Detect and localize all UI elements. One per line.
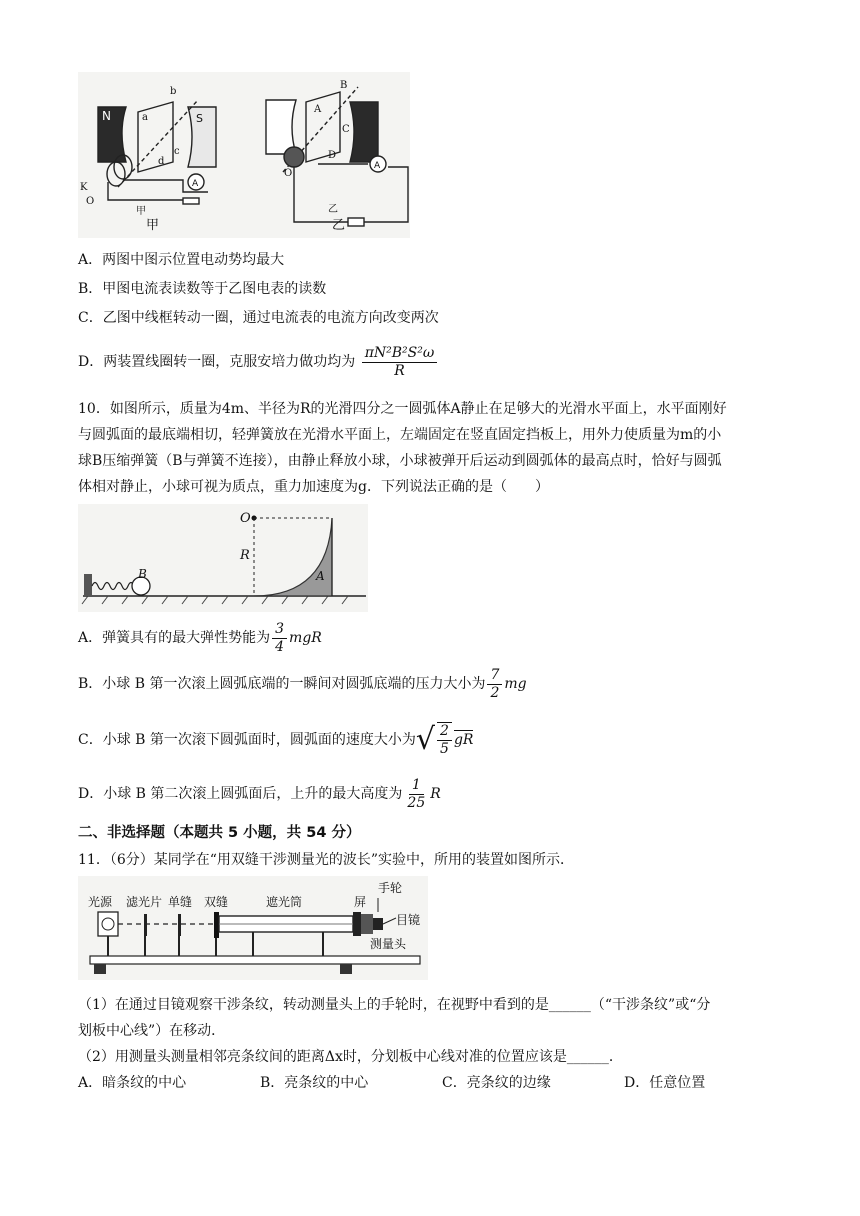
q10-option-a-denominator: 4 (275, 638, 285, 655)
sqrt-sign: √ (415, 722, 436, 757)
double-slit-diagram (78, 876, 428, 980)
q11-stem: 11．（6分）某同学在“用双缝干涉测量光的波长”实验中，所用的装置如图所示． (78, 852, 575, 868)
svg-text:N: N (102, 109, 111, 123)
svg-text:B: B (340, 80, 348, 91)
label-filter: 滤光片 (126, 895, 163, 909)
q9-option-d-numerator: πN²B²S²ω (362, 345, 438, 363)
label-tube: 遮光筒 (266, 895, 303, 909)
generator-jia (80, 86, 216, 217)
q10-stem-line3: 球B压缩弹簧（B与弹簧不连接），由静止释放小球，小球被弹开后运动到圆弧体的最高点时，恰好与圆弧 (78, 453, 722, 469)
q9-option-d-fraction (362, 345, 438, 380)
q10-option-a-tail: mgR (289, 630, 322, 646)
double-slit-figure (78, 876, 428, 980)
q10-stem-line4: 体相对静止，小球可视为质点，重力加速度为g．下列说法正确的是（ ） (78, 479, 549, 495)
q11-sub1-line1: （1）在通过目镜观察干涉条纹，转动测量头上的手轮时，在视野中看到的是______（“干涉条纹”或“分 (78, 997, 711, 1013)
q10-option-d-denominator: 25 (407, 794, 426, 811)
q9-option-c: C．乙图中线框转动一圈，通过电流表的电流方向改变两次 (78, 310, 439, 326)
q10-option-c-denominator: 5 (440, 741, 449, 757)
q10-option-a-numerator: 3 (272, 621, 287, 639)
q10-stem (78, 396, 778, 500)
q10-option-c-text: C．小球 B 第一次滚下圆弧面时，圆弧面的速度大小为 (78, 732, 416, 748)
section-2-heading: 二、非选择题（本题共 5 小题，共 54 分） (78, 825, 361, 841)
generator-yi (266, 80, 408, 226)
svg-text:c: c (174, 146, 180, 157)
q10-option-b-text: B．小球 B 第一次滚上圆弧底端的一瞬间对圆弧底端的压力大小为 (78, 676, 486, 692)
label-eyepiece: 目镜 (396, 913, 421, 927)
generator-diagram (78, 72, 410, 238)
label-light-source: 光源 (88, 895, 113, 909)
q10-option-b-tail: mg (504, 676, 527, 692)
q10-stem-line2: 与圆弧面的最底端相切，轻弹簧放在光滑水平面上，左端固定在竖直固定挡板上，用外力使质量为m的小 (78, 427, 722, 443)
svg-text:甲: 甲 (136, 206, 146, 217)
arc-figure-label-o: O (240, 511, 251, 526)
arc-figure-label-b: B (138, 567, 147, 581)
svg-text:O: O (284, 168, 293, 179)
arc-figure-label-r: R (240, 548, 250, 563)
arc-figure-label-a: A (316, 569, 325, 583)
svg-text:A: A (314, 104, 322, 115)
q10-option-c-numerator: 2 (437, 723, 452, 741)
q10-option-b-fraction (487, 667, 502, 702)
svg-text:D: D (328, 150, 337, 161)
svg-text:A: A (192, 179, 199, 189)
q11-sub1-line2: 划板中心线”）在移动． (78, 1023, 226, 1039)
q9-option-b: B．甲图电流表读数等于乙图电表的读数 (78, 281, 327, 297)
svg-text:A: A (374, 161, 381, 171)
q9-option-d-denominator: R (394, 362, 405, 379)
arc-body-figure (78, 504, 368, 612)
figure-label-yi: 乙 (332, 218, 346, 233)
label-single-slit: 单缝 (168, 895, 193, 909)
q10-stem-line1: 10．如图所示，质量为4m、半径为R的光滑四分之一圆弧体A静止在足够大的光滑水平面上，水平面刚好 (78, 401, 727, 417)
label-screen: 屏 (354, 895, 367, 909)
q9-option-d (78, 342, 439, 382)
q11-option-d: D．任意位置 (624, 1075, 706, 1091)
q10-option-b-numerator: 7 (487, 667, 502, 685)
q10-option-b (78, 664, 527, 704)
q10-option-a (78, 618, 322, 658)
q10-option-a-fraction (272, 621, 287, 656)
q11-sub2: （2）用测量头测量相邻亮条纹间的距离Δx时，分划板中心线对准的位置应该是______． (78, 1049, 623, 1065)
figure-label-jia: 甲 (146, 218, 160, 233)
generator-figure (78, 72, 410, 238)
svg-text:b: b (170, 86, 177, 97)
q10-option-d (78, 774, 441, 814)
svg-text:S: S (196, 112, 203, 125)
q9-option-d-text: D．两装置线圈转一圈，克服安培力做功均为 (78, 354, 356, 370)
q11-option-a: A．暗条纹的中心 (78, 1075, 187, 1091)
q10-option-c (78, 718, 473, 762)
q10-option-c-tail: gR (453, 732, 474, 748)
q11-option-b: B．亮条纹的中心 (260, 1075, 369, 1091)
q10-option-d-text: D．小球 B 第二次滚上圆弧面后，上升的最大高度为 (78, 786, 403, 802)
svg-text:a: a (142, 112, 148, 123)
label-measuring-head: 测量头 (370, 937, 407, 951)
svg-text:O: O (86, 196, 95, 207)
q10-option-c-fraction (437, 722, 452, 758)
q10-option-a-text: A．弹簧具有的最大弹性势能为 (78, 630, 271, 646)
q10-option-d-numerator: 1 (409, 777, 424, 795)
svg-text:d: d (158, 156, 165, 167)
label-double-slit: 双缝 (204, 895, 229, 909)
svg-text:K: K (80, 182, 88, 193)
q11-option-c: C．亮条纹的边缘 (442, 1075, 551, 1091)
q10-option-b-denominator: 2 (490, 684, 500, 701)
q10-option-d-fraction (404, 777, 428, 812)
label-handwheel: 手轮 (378, 881, 403, 895)
arc-body-diagram (78, 504, 368, 612)
svg-text:乙: 乙 (328, 204, 338, 215)
svg-text:C: C (342, 124, 350, 135)
q10-option-d-tail: R (430, 786, 441, 802)
q9-option-a: A．两图中图示位置电动势均最大 (78, 252, 285, 268)
